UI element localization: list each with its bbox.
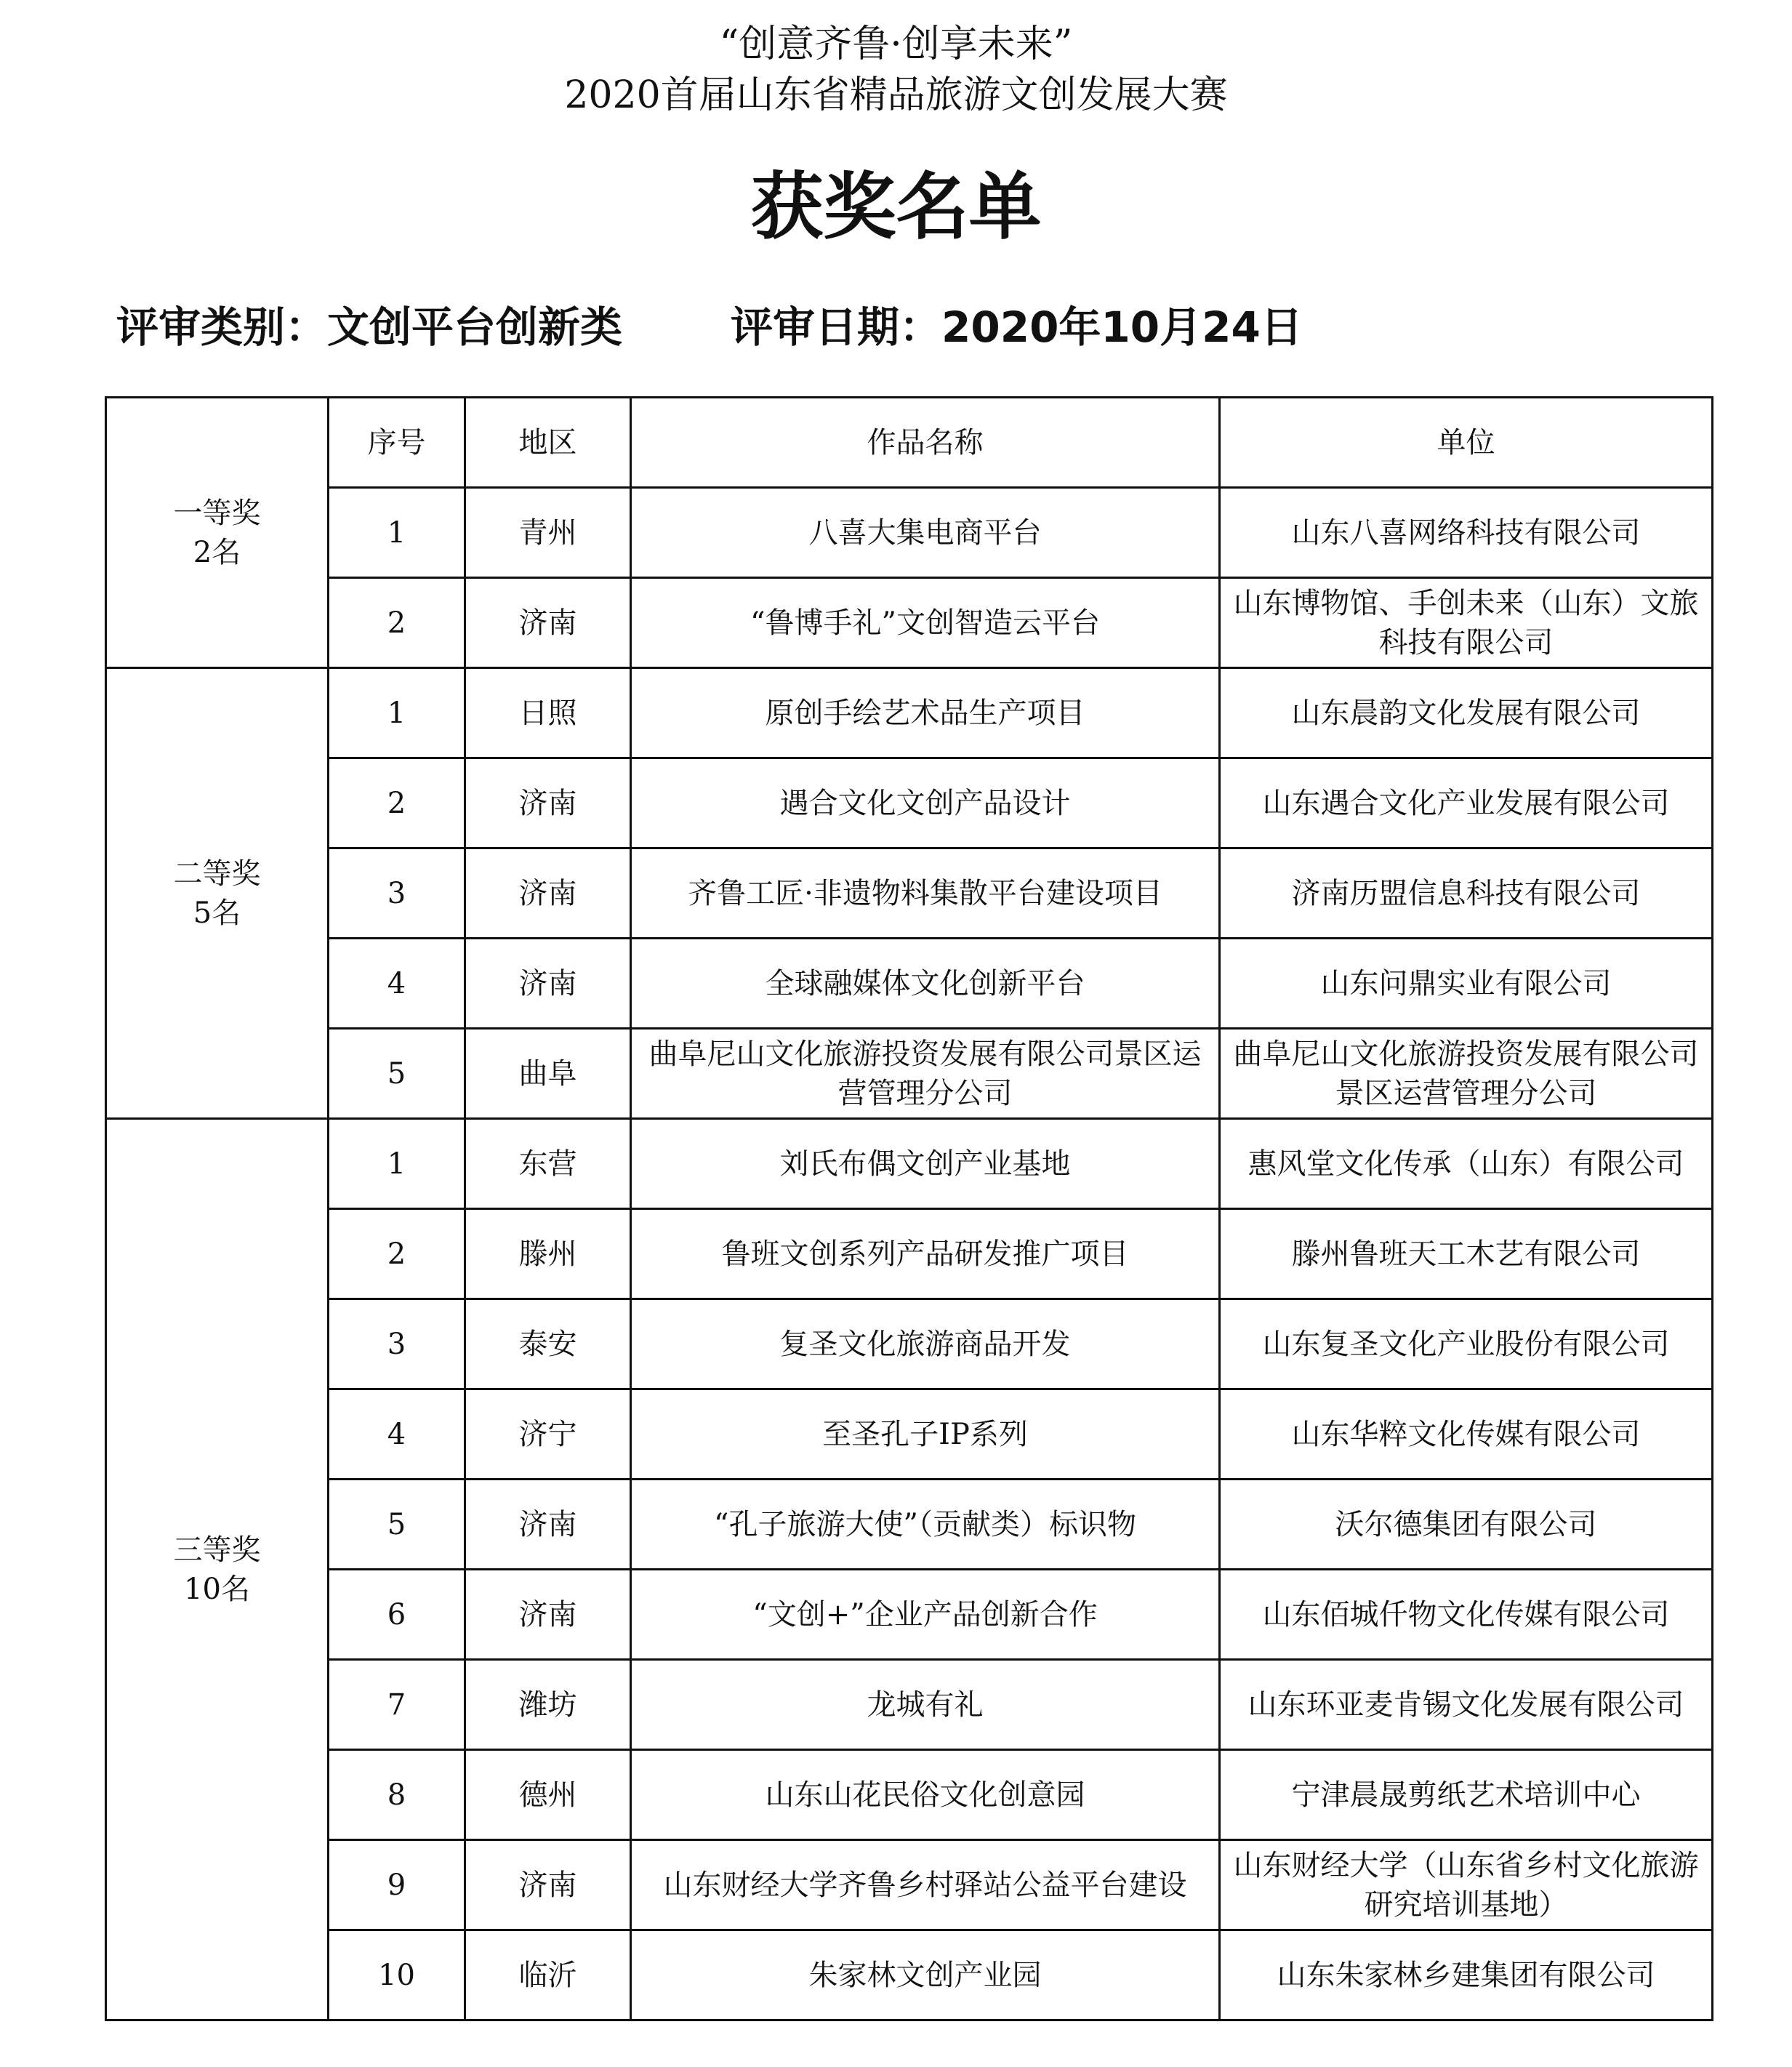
row-number: 3 bbox=[329, 848, 465, 939]
table-row bbox=[106, 1750, 1713, 1840]
row-work-name: 原创手绘艺术品生产项目 bbox=[631, 668, 1220, 758]
row-region: 临沂 bbox=[465, 1930, 631, 2020]
row-number: 2 bbox=[329, 758, 465, 848]
row-unit: 山东八喜网络科技有限公司 bbox=[1220, 488, 1713, 578]
row-work-name: 山东财经大学齐鲁乡村驿站公益平台建设 bbox=[631, 1840, 1220, 1930]
column-header: 序号 bbox=[329, 398, 465, 488]
row-unit: 山东晨韵文化发展有限公司 bbox=[1220, 668, 1713, 758]
review-date: 评审日期：2020年10月24日 bbox=[731, 302, 1303, 352]
row-region: 青州 bbox=[465, 488, 631, 578]
row-number: 1 bbox=[329, 668, 465, 758]
row-unit: 惠风堂文化传承（山东）有限公司 bbox=[1220, 1119, 1713, 1209]
event-slogan: “创意齐鲁·创享未来” bbox=[719, 23, 1073, 66]
prize-count: 2名 bbox=[193, 535, 241, 569]
row-work-name: 全球融媒体文化创新平台 bbox=[631, 939, 1220, 1029]
row-work-name: “孔子旅游大使”（贡献类）标识物 bbox=[631, 1480, 1220, 1570]
table-row bbox=[106, 1029, 1713, 1119]
row-work-name: 鲁班文创系列产品研发推广项目 bbox=[631, 1209, 1220, 1299]
row-unit: 山东环亚麦肯锡文化发展有限公司 bbox=[1220, 1660, 1713, 1750]
prize-name: 一等奖 bbox=[173, 496, 261, 530]
row-unit: 山东华粹文化传媒有限公司 bbox=[1220, 1389, 1713, 1480]
row-region: 济南 bbox=[465, 1840, 631, 1930]
row-unit: 沃尔德集团有限公司 bbox=[1220, 1480, 1713, 1570]
row-work-name: 复圣文化旅游商品开发 bbox=[631, 1299, 1220, 1389]
row-unit: 山东遇合文化产业发展有限公司 bbox=[1220, 758, 1713, 848]
table-row bbox=[106, 939, 1713, 1029]
table-row bbox=[106, 1119, 1713, 1209]
prize-count: 5名 bbox=[193, 896, 241, 930]
row-number: 8 bbox=[329, 1750, 465, 1840]
row-work-name: 朱家林文创产业园 bbox=[631, 1930, 1220, 2020]
row-unit: 山东复圣文化产业股份有限公司 bbox=[1220, 1299, 1713, 1389]
prize-cell bbox=[106, 1119, 329, 2020]
prize-name: 二等奖 bbox=[173, 856, 261, 891]
row-work-name: 曲阜尼山文化旅游投资发展有限公司景区运营管理分公司 bbox=[631, 1029, 1220, 1119]
review-category: 评审类别：文创平台创新类 bbox=[116, 302, 623, 352]
row-unit: 济南历盟信息科技有限公司 bbox=[1220, 848, 1713, 939]
row-number: 5 bbox=[329, 1480, 465, 1570]
row-region: 曲阜 bbox=[465, 1029, 631, 1119]
row-number: 4 bbox=[329, 1389, 465, 1480]
row-unit: 宁津晨晟剪纸艺术培训中心 bbox=[1220, 1750, 1713, 1840]
table-row bbox=[106, 578, 1713, 668]
table-row bbox=[106, 758, 1713, 848]
row-work-name: “鲁博手礼”文创智造云平台 bbox=[631, 578, 1220, 668]
table-row bbox=[106, 668, 1713, 758]
prize-cell bbox=[106, 398, 329, 668]
row-region: 滕州 bbox=[465, 1209, 631, 1299]
awards-table bbox=[105, 396, 1713, 2021]
row-number: 1 bbox=[329, 1119, 465, 1209]
row-region: 潍坊 bbox=[465, 1660, 631, 1750]
row-work-name: 山东山花民俗文化创意园 bbox=[631, 1750, 1220, 1840]
row-number: 4 bbox=[329, 939, 465, 1029]
row-region: 济南 bbox=[465, 578, 631, 668]
row-work-name: 龙城有礼 bbox=[631, 1660, 1220, 1750]
table-row bbox=[106, 1660, 1713, 1750]
table-row bbox=[106, 488, 1713, 578]
table-row bbox=[106, 1209, 1713, 1299]
row-region: 济南 bbox=[465, 939, 631, 1029]
row-number: 6 bbox=[329, 1570, 465, 1660]
prize-cell bbox=[106, 668, 329, 1119]
column-header: 单位 bbox=[1220, 398, 1713, 488]
row-unit: 曲阜尼山文化旅游投资发展有限公司景区运营管理分公司 bbox=[1220, 1029, 1713, 1119]
row-unit: 山东朱家林乡建集团有限公司 bbox=[1220, 1930, 1713, 2020]
row-region: 德州 bbox=[465, 1750, 631, 1840]
table-row bbox=[106, 1570, 1713, 1660]
row-unit: 山东佰城仟物文化传媒有限公司 bbox=[1220, 1570, 1713, 1660]
row-number: 2 bbox=[329, 578, 465, 668]
table-row bbox=[106, 1930, 1713, 2020]
row-region: 济南 bbox=[465, 848, 631, 939]
row-number: 9 bbox=[329, 1840, 465, 1930]
page-title: 获奖名单 bbox=[750, 164, 1042, 249]
table-row bbox=[106, 1299, 1713, 1389]
row-region: 济南 bbox=[465, 1480, 631, 1570]
table-row bbox=[106, 1840, 1713, 1930]
row-number: 7 bbox=[329, 1660, 465, 1750]
row-work-name: 至圣孔子IP系列 bbox=[631, 1389, 1220, 1480]
row-number: 5 bbox=[329, 1029, 465, 1119]
row-work-name: 齐鲁工匠·非遗物料集散平台建设项目 bbox=[631, 848, 1220, 939]
row-number: 1 bbox=[329, 488, 465, 578]
row-region: 济宁 bbox=[465, 1389, 631, 1480]
event-name: 2020首届山东省精品旅游文创发展大赛 bbox=[564, 73, 1228, 117]
row-unit: 滕州鲁班天工木艺有限公司 bbox=[1220, 1209, 1713, 1299]
column-header: 地区 bbox=[465, 398, 631, 488]
prize-name: 三等奖 bbox=[173, 1533, 261, 1567]
table-row bbox=[106, 848, 1713, 939]
row-region: 泰安 bbox=[465, 1299, 631, 1389]
row-work-name: 刘氏布偶文创产业基地 bbox=[631, 1119, 1220, 1209]
column-header: 作品名称 bbox=[631, 398, 1220, 488]
row-region: 东营 bbox=[465, 1119, 631, 1209]
row-unit: 山东问鼎实业有限公司 bbox=[1220, 939, 1713, 1029]
row-work-name: 遇合文化文创产品设计 bbox=[631, 758, 1220, 848]
row-region: 济南 bbox=[465, 1570, 631, 1660]
row-unit: 山东财经大学（山东省乡村文化旅游研究培训基地） bbox=[1220, 1840, 1713, 1930]
table-row bbox=[106, 1389, 1713, 1480]
prize-count: 10名 bbox=[184, 1572, 250, 1606]
row-unit: 山东博物馆、手创未来（山东）文旅科技有限公司 bbox=[1220, 578, 1713, 668]
row-region: 济南 bbox=[465, 758, 631, 848]
table-row bbox=[106, 1480, 1713, 1570]
row-work-name: 八喜大集电商平台 bbox=[631, 488, 1220, 578]
table-header-row bbox=[106, 398, 1713, 488]
row-region: 日照 bbox=[465, 668, 631, 758]
row-number: 3 bbox=[329, 1299, 465, 1389]
row-number: 2 bbox=[329, 1209, 465, 1299]
row-work-name: “文创+”企业产品创新合作 bbox=[631, 1570, 1220, 1660]
row-number: 10 bbox=[329, 1930, 465, 2020]
